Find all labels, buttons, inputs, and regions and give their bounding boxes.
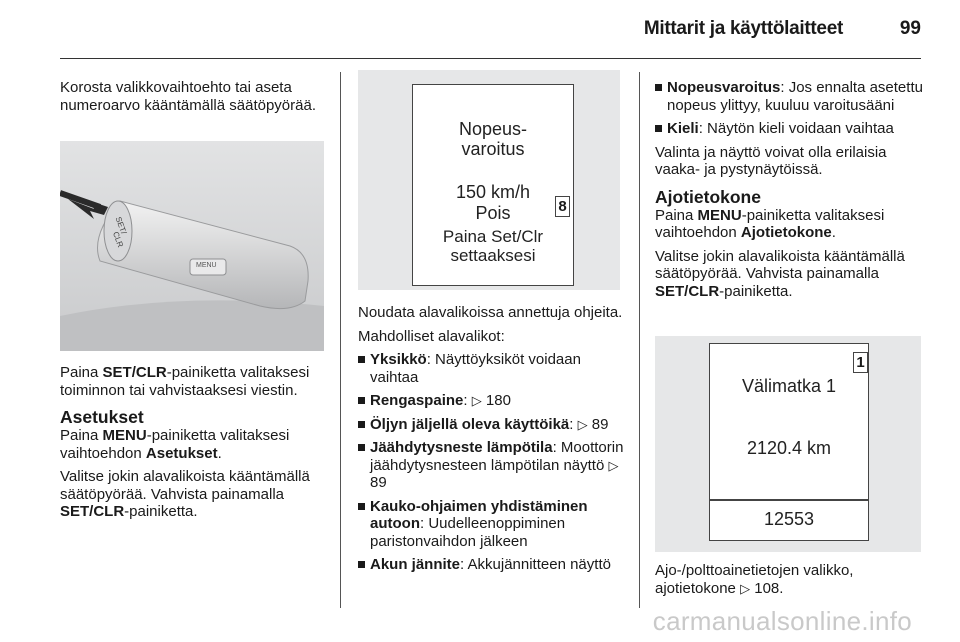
page-reference-icon: ▷ (740, 580, 751, 596)
submenu-item-nopeusvaroitus: Nopeusvaroitus: Jos ennalta asetettu nopeus ylittyy, kuuluu varoitusääni (655, 79, 923, 114)
display-hint-line1: Paina Set/Clr (442, 227, 544, 246)
display-odometer: 12553 (763, 509, 815, 529)
ajotietokone-term: Ajotietokone (740, 224, 832, 241)
set-clr-term-2: SET/CLR (60, 503, 125, 520)
page-reference-link[interactable]: 108 (754, 579, 780, 597)
display-page-badge-1: 1 (853, 352, 868, 373)
page-reference-link[interactable]: 89 (370, 474, 387, 491)
display-variation-paragraph: Valinta ja näyttö voivat olla erilaisia vaaka- ja pystynäytöissä. (655, 143, 887, 178)
lever-menu-label: MENU (196, 262, 217, 269)
submenu-item-yksikko: Yksikkö: Näyttöyksiköt voidaan vaihtaa (358, 351, 630, 386)
display-trip-title: Välimatka 1 (741, 376, 837, 396)
page-reference-icon: ▷ (471, 393, 482, 408)
steering-lever-photo (60, 141, 324, 351)
display-trip-distance: 2120.4 km (746, 438, 832, 458)
section-heading-ajotietokone: Ajotietokone (655, 186, 761, 207)
page-reference-link[interactable]: 89 (591, 415, 609, 433)
lever-label-set: SET/ (113, 215, 129, 236)
display-title-line2: varoitus (461, 139, 525, 159)
select-paragraph: Valitse jokin alavalikoista kääntämällä säätöpyörää. Vahvista painamalla SET/CLR-painiketta. (60, 468, 310, 520)
page-number: 99 (899, 18, 921, 39)
submenu-item-akun-jannite: Akun jännite: Akkujännitteen näyttö (358, 556, 630, 574)
submenu-list-continued (655, 79, 923, 138)
set-clr-paragraph: Paina SET/CLR-painiketta valitaksesi toiminnon tai vahvistaaksesi viestin. (60, 364, 310, 399)
page-reference-link[interactable]: 180 (485, 392, 511, 409)
column-2-body (358, 304, 630, 580)
submenu-item-kieli: Kieli: Näytön kieli voidaan vaihtaa (655, 120, 923, 138)
running-header-title: Mittarit ja käyttölaitteet (643, 18, 843, 39)
trip-computer-menu-paragraph: Paina MENU-painiketta valitaksesi vaihtoehdon Ajotietokone. (655, 206, 885, 241)
submenu-item-jaahdytysneste: Jäähdytysneste lämpötila: Moottorin jäähdytysnesteen lämpötilan näyttö ▷ 89 (358, 439, 630, 492)
submenu-item-oljyn-kayttoika: Öljyn jäljellä oleva käyttöikä: ▷ 89 (358, 416, 630, 434)
column-divider-2 (639, 72, 640, 608)
menu-term-2: MENU (697, 206, 742, 224)
lever-illustration (60, 141, 324, 351)
header-rule (60, 58, 921, 59)
speed-warning-display (412, 84, 574, 286)
trip-distance-display (709, 343, 869, 541)
display-page-badge-8: 8 (555, 196, 570, 217)
column-3-footer-text (655, 562, 923, 603)
possible-submenus-label: Mahdolliset alavalikot: (358, 327, 505, 345)
menu-paragraph: Paina MENU-painiketta valitaksesi vaihtoehdon Asetukset. (60, 427, 290, 462)
display-state: Pois (475, 203, 511, 223)
column-divider-1 (340, 72, 341, 608)
follow-instructions-paragraph: Noudata alavalikoissa annettuja ohjeita. (358, 304, 623, 321)
column-1-intro (60, 79, 330, 120)
menu-term: MENU (102, 427, 147, 444)
column-1-body (60, 364, 330, 527)
set-clr-term-3: SET/CLR (655, 282, 720, 300)
trip-select-paragraph: Valitse jokin alavalikoista kääntämällä säätöpyörää. Vahvista painamalla SET/CLR-painiketta. (655, 247, 905, 300)
intro-paragraph: Korosta valikkovaihtoehto tai aseta numeroarvo kääntämällä säätöpyörää. (60, 79, 316, 114)
display-odometer-divider (710, 499, 868, 501)
lever-label-clr: CLR (111, 230, 125, 249)
submenu-list (358, 351, 630, 574)
display-speed: 150 km/h (455, 182, 531, 202)
trip-computer-reference-paragraph: Ajo-/polttoainetietojen valikko, ajotietokone ▷ 108. (655, 562, 854, 597)
watermark: carmanualsonline.info (652, 606, 912, 636)
submenu-item-rengaspaine: Rengaspaine: ▷ 180 (358, 392, 630, 410)
page-reference-icon: ▷ (577, 416, 588, 432)
set-clr-term: SET/CLR (102, 364, 167, 381)
display-title-line1: Nopeus- (458, 119, 528, 139)
asetukset-term: Asetukset (145, 444, 218, 462)
display-hint-line2: settaaksesi (450, 246, 536, 265)
section-heading-asetukset: Asetukset (60, 407, 144, 427)
page-reference-icon: ▷ (608, 457, 619, 473)
submenu-item-kauko-ohjain: Kauko-ohjaimen yhdistäminen autoon: Uudelleenoppiminen paristonvaihdon jälkeen (358, 498, 630, 551)
column-3-body (655, 79, 923, 306)
